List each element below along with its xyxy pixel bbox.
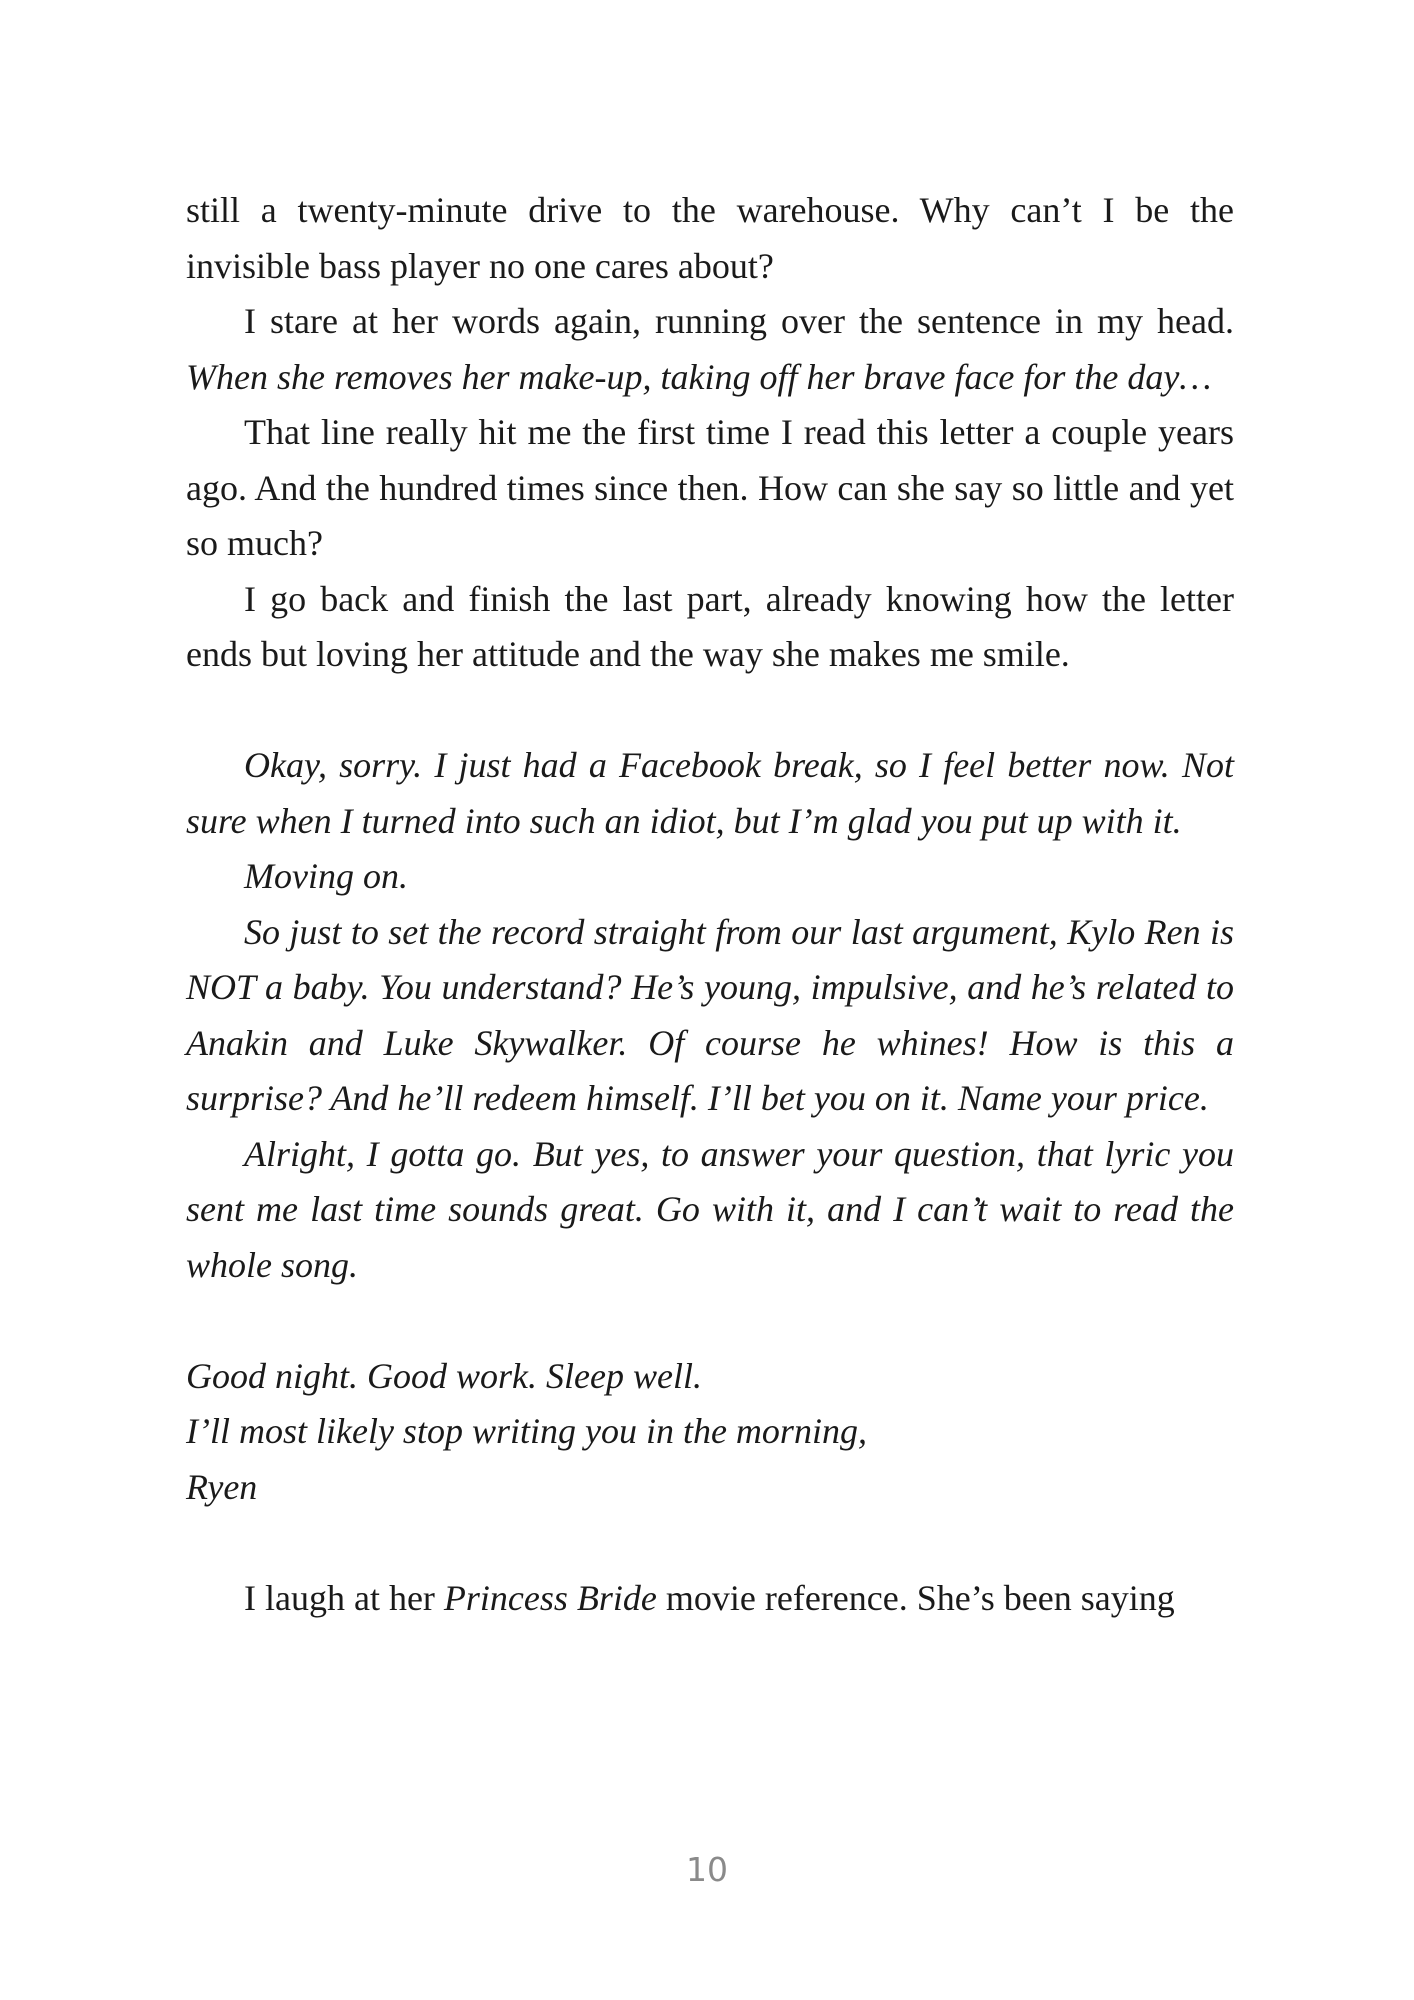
page-number: 10 — [686, 1850, 728, 1889]
letter-paragraph — [186, 1127, 1234, 1294]
signature-text: Ryen — [186, 1466, 258, 1507]
paragraph-text: That line really hit me the first time I read this letter a couple years ago. And the hundred times since then. How can she say so little and yet so much? — [186, 412, 1234, 563]
paragraph-text: I go back and finish the last part, already knowing how the letter ends but loving her attitude and the way she makes me smile. — [186, 578, 1234, 674]
letter-signoff — [186, 1404, 1234, 1460]
letter-signoff — [186, 1349, 1234, 1405]
letter-text: Moving on. — [244, 856, 408, 896]
paragraph-text: I stare at her words again, running over the sentence in my head. — [244, 301, 1234, 341]
letter-text: Alright, I gotta go. But yes, to answer your question, that lyric you sent me last time sounds great. Go with it, and I can’t wait to read the whole song. — [186, 1133, 1234, 1285]
letter-signature — [186, 1460, 1234, 1516]
body-text — [186, 183, 1234, 1626]
paragraph — [186, 183, 1234, 294]
movie-title: Princess Bride — [443, 1577, 657, 1618]
letter-text: Okay, sorry. I just had a Facebook break, so I feel better now. Not sure when I turned into such an idiot, but I’m glad you put up with it. — [186, 745, 1234, 841]
letter-paragraph — [186, 849, 1234, 905]
paragraph-text: I laugh at her — [244, 1577, 444, 1618]
paragraph — [186, 572, 1234, 683]
paragraph-text: still a twenty-minute drive to the warehouse. Why can’t I be the invisible bass player no one cares about? — [186, 190, 1234, 286]
signoff-text: I’ll most likely stop writing you in the morning, — [186, 1411, 867, 1451]
letter-paragraph — [186, 738, 1234, 849]
signoff-text: Good night. Good work. Sleep well. — [186, 1355, 702, 1396]
letter-text: So just to set the record straight from our last argument, Kylo Ren is NOT a baby. You understand? He’s young, impulsive, and he’s related to Anakin and Luke Skywalker. Of course he whines! How is this a surprise? And he’ll redeem himself. I’ll bet you on it. Name your price. — [186, 911, 1234, 1118]
paragraph-text: movie reference. She’s been saying — [656, 1577, 1175, 1618]
paragraph — [186, 294, 1234, 405]
quoted-line: When she removes her make-up, taking off her brave face for the day… — [186, 356, 1212, 397]
paragraph — [186, 405, 1234, 572]
letter-paragraph — [186, 905, 1234, 1127]
paragraph — [186, 1571, 1234, 1627]
